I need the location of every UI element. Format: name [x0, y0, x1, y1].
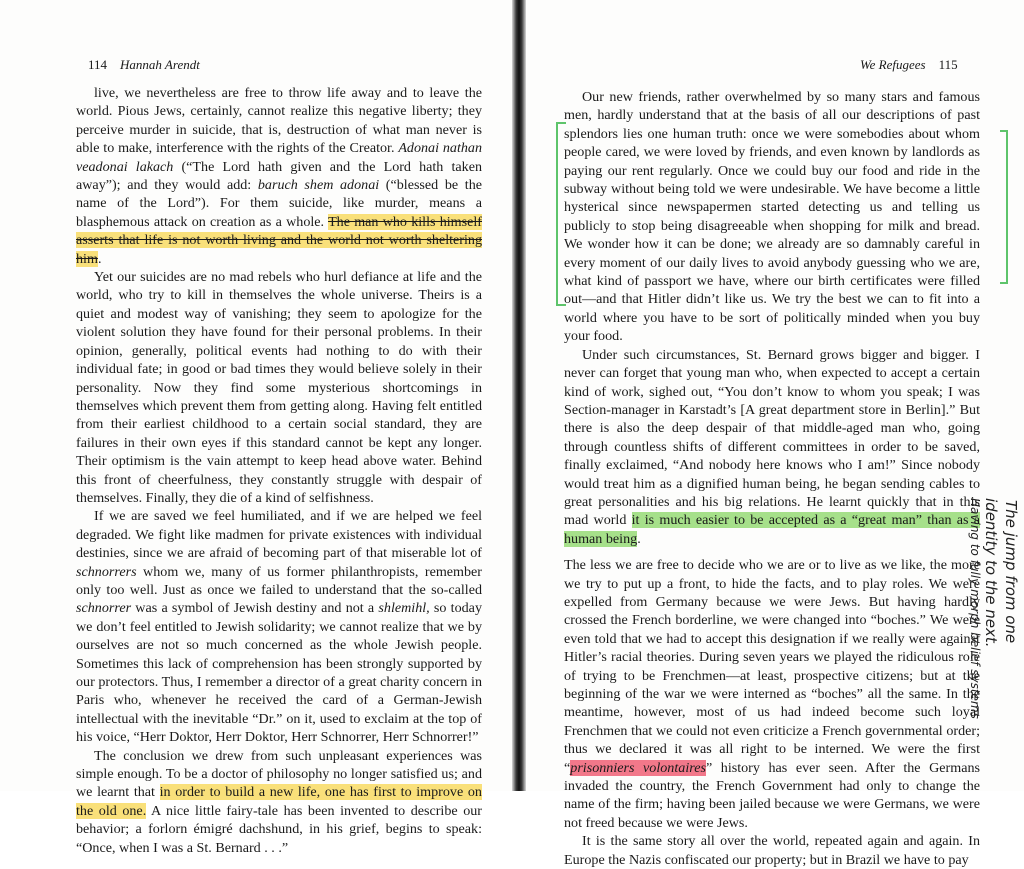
paragraph: [564, 832, 980, 869]
italic-term: shlemihl,: [378, 600, 430, 617]
text-run: live, we nevertheless are free to throw life away and to leave the world. Pious Jews, certainly, cannot realize this negative liberty; they perceive murder in suicide, that is, destruction of what man never is able to make, interference with the rights of the Creator.: [76, 85, 482, 157]
handwritten-note-line-1: The jump from one: [1002, 500, 1020, 644]
text-run: (“The Lord hath given and the Lord hath taken away”); and they would add:: [76, 158, 482, 194]
text-run: .: [97, 250, 102, 267]
left-body-text: [76, 84, 482, 857]
italic-term: Adonai nathan veadonai lakach: [76, 140, 482, 175]
green-margin-bracket-left: [556, 122, 566, 306]
text-run: A nice little fairy-tale has been invented to describe our behavior; a forlorn émigré dachshund, in his grief, begins to speak: “Once, when I was a St. Bernard . . .”: [76, 802, 482, 856]
text-run: Yet our suicides are no mad rebels who hurl defiance at life and the world, who try to kill in themselves the whole universe. Theirs is a quiet and modest way of vanishing; they seem to apologize for the violent solution they have found for their personal problems. In their opinion, generally, political events had nothing to do with their individual fate; in good or bad times they would believe solely in their personality. Now they find some mysterious shortcomings in themselves which prevent them from getting along. Having felt entitled from their earliest childhood to a certain social standard, they are failures in their own eyes if this standard cannot be kept any longer. Their optimism is the vain attempt to keep head above water. Behind this front of cheerfulness, they constantly struggle with despair of themselves. Finally, they die of a kind of selfishness.: [76, 269, 482, 506]
paragraph: [76, 507, 482, 746]
right-page-number: 115: [938, 57, 958, 72]
right-running-title: We Refugees: [860, 57, 926, 72]
text-run: Our new friends, rather overwhelmed by so many stars and famous men, hardly understand that at the basis of all our descriptions of past splendors lies one human truth: once we were somebodies about whom people cared, we were loved by friends, and even known by landlords as paying our rent regularly. Once we could buy our food and ride in the subway without being told we were undesirable. We have become a little hysterical since newspapermen started detecting us and telling us publicly to stop being disagreeable when shopping for milk and bread. We wonder how it can be done; we already are so damnably careful in every moment of our daily lives to avoid anybody guessing who we are, what kind of passport we have, where our birth certificates were filled out—and that Hitler didn’t like us. We try the best we can to fit into a world where you have to be sort of politically minded when you buy your food.: [564, 89, 980, 345]
text-run: It is the same story all over the world, repeated again and again. In Europe the Nazis confiscated our property; but in Brazil we have to pay: [564, 833, 980, 868]
left-page: [0, 0, 512, 856]
text-run: Under such circumstances, St. Bernard grows bigger and bigger. I never can forget that young man who, when expected to accept a certain kind of work, sighed out, “You don’t know to whom you speak; I was Section-manager in Karstadt’s [A great department store in Berlin].” But there is also the deep despair of that middle-aged man who, going through countless shifts of different committees in order to be saved, finally exclaimed, “And nobody here knows who I am!” Since nobody would treat him as a dignified human being, he began sending cables to great personalities and his big relations. He learnt quickly that in this mad world: [564, 346, 980, 529]
left-running-head: [88, 57, 200, 73]
text-run: ” history has ever seen. After the Germans invaded the country, the French Government had only to change the name of the firm; having been jailed because we were Germans, we were not freed because we were Jews.: [564, 759, 980, 831]
text-run: If we are saved we feel humiliated, and if we are helped we feel degraded. We fight like madmen for private existences with individual destinies, since we are afraid of becoming part of that miserable lot of: [76, 508, 482, 562]
italic-term: schnorrer: [76, 600, 132, 617]
italic-term: baruch shem adonai: [257, 177, 380, 194]
handwritten-note-line-2: identity to the next.: [982, 498, 1000, 648]
book-spine-shadow: [512, 0, 526, 791]
paragraph: [564, 346, 980, 548]
right-body-text: [526, 88, 980, 869]
paragraph: [564, 556, 980, 832]
left-page-number: 114: [88, 57, 108, 72]
handwritten-note-line-3: Having to fully morph belief systems: [968, 498, 982, 719]
text-run: (“blessed be the name of the Lord”). For them suicide, like murder, means a blasphemous attack on creation as a whole.: [76, 177, 482, 230]
right-running-head: [860, 57, 958, 73]
paragraph: [564, 88, 980, 346]
text-run: The conclusion we drew from such unpleasant experiences was simple enough. To be a doctor of philosophy no longer satisfied us; and we learnt that: [76, 747, 482, 801]
right-page: [526, 0, 1024, 868]
paragraph: [76, 268, 482, 507]
paragraph: [76, 747, 482, 857]
italic-term: schnorrers: [76, 563, 137, 580]
text-run: .: [637, 530, 641, 547]
paragraph: [76, 84, 482, 268]
text-run: so today we don’t feel entitled to Jewish solidarity; we cannot realize that we by ourselves are not so much concerned as the whole Jewish people. Sometimes this lack of comprehension has been strongly supported by our protectors. Thus, I remember a director of a great charity concern in Paris who, whenever he received the card of a German-Jewish intellectual with the inevitable “Dr.” on it, used to exclaim at the top of his voice, “Herr Doktor, Herr Doktor, Herr Schnorrer, Herr Schnorrer!”: [76, 600, 482, 746]
yellow-highlight-strikethrough: The man who kills himself asserts that life is not worth living and the world not worth sheltering him: [76, 213, 482, 267]
green-margin-bracket-right: [1000, 130, 1008, 284]
text-run: whom we, many of us former philanthropists, remember only too well. Just as once we failed to understand that the so-called: [76, 563, 482, 598]
text-run: The less we are free to decide who we are or to live as we like, the more we try to put up a front, to hide the facts, and to play roles. We were expelled from Germany because we were Jews. But having hardly crossed the French borderline, we were changed into “boches.” We were even told that we had to accept this designation if we really were against Hitler’s racial theories. During seven years we played the ridiculous role of trying to be Frenchmen—at least, prospective citizens; but at the beginning of the war we were interned as “boches” all the same. In the meantime, however, most of us had indeed become such loyal Frenchmen that we could not even criticize a French governmental order; thus we declared it was all right to be interned. We were the first “: [564, 557, 980, 776]
yellow-highlight: in order to build a new life, one has first to improve on the old one.: [76, 784, 482, 819]
red-highlight: prisonniers volontaires: [570, 759, 706, 776]
green-highlight: it is much easier to be accepted as a “great man” than as a human being: [564, 512, 980, 547]
left-running-title: Hannah Arendt: [120, 57, 200, 72]
right-body-text-inner: [564, 88, 980, 869]
text-run: was a symbol of Jewish destiny and not a: [131, 600, 379, 617]
